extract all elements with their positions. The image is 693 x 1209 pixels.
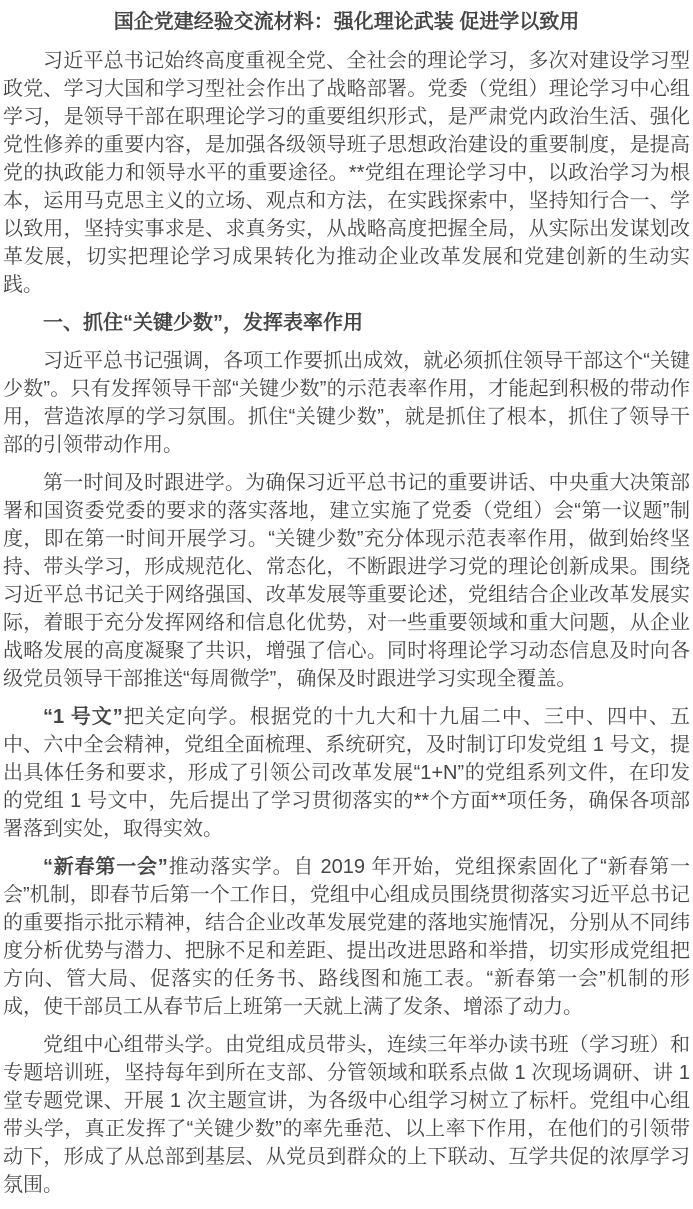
paragraph-no1-document-lead: “1 号文” (43, 706, 123, 728)
paragraph-key-minority (3, 347, 690, 459)
paragraph-new-spring-meeting-lead: “新春第一会” (43, 856, 168, 878)
paragraph-central-group (3, 1031, 690, 1199)
paragraph-no1-document (3, 703, 690, 843)
section-heading-one: 一、抓住“关键少数”，发挥表率作用 (43, 312, 363, 334)
paragraph-intro (3, 47, 690, 299)
paragraph-intro-text: 习近平总书记始终高度重视全党、全社会的理论学习，多次对建设学习型政党、学习大国和学习型社会作出了战略部署。党委（党组）理论学习中心组学习，是领导干部在职理论学习的重要组织形式，是严肃党内政治生活、强化党性修养的重要内容，是加强各级领导班子思想政治建设的重要制度，是提高党的执政能力和领导水平的重要途径。**党组在理论学习中，以政治学习为根本，运用马克思主义的立场、观点和方法，在实践探索中，坚持知行合一、学以致用，坚持实事求是、求真务实，从战略高度把握全局，从实际出发谋划改革发展，切实把理论学习成果转化为推动企业改革发展和党建创新的生动实践。 (3, 50, 690, 296)
paragraph-no1-document-text: 把关定向学。根据党的十九大和十九届二中、三中、四中、五中、六中全会精神，党组全面梳理、系统研究，及时制订印发党组 1 号文，提出具体任务和要求，形成了引领公司改革发展“1+N”的党组系列文件，在印发的党组 1 号文中，先后提出了学习贯彻落实的**个方面**项任务，确保各项部署落到实处，取得实效。 (3, 706, 690, 840)
paragraph-new-spring-meeting (3, 853, 690, 1021)
paragraph-key-minority-text: 习近平总书记强调，各项工作要抓出成效，就必须抓住领导干部这个“关键少数”。只有发挥领导干部“关键少数”的示范表率作用，才能起到积极的带动作用，营造浓厚的学习氛围。抓住“关键少数”，就是抓住了根本，抓住了领导干部的引领带动作用。 (3, 350, 690, 456)
document-title: 国企党建经验交流材料：强化理论武装 促进学以致用 (113, 11, 580, 33)
paragraph-new-spring-meeting-text: 推动落实学。自 2019 年开始，党组探索固化了“新春第一会”机制，即春节后第一个工作日，党组中心组成员围绕贯彻落实习近平总书记的重要指示批示精神，结合企业改革发展党建的落地实施情况，分别从不同纬度分析优势与潜力、把脉不足和差距、提出改进思路和举措，切实形成党组把方向、管大局、促落实的任务书、路线图和施工表。“新春第一会”机制的形成，使干部员工从春节后上班第一天就上满了发条、增添了动力。 (3, 856, 691, 1018)
paragraph-follow-up-learning (3, 469, 690, 693)
paragraph-central-group-text: 党组中心组带头学。由党组成员带头，连续三年举办读书班（学习班）和专题培训班，坚持每年到所在支部、分管领域和联系点做 1 次现场调研、讲 1 堂专题党课、开展 1 次主题宣讲，为各级中心组学习树立了标杆。党组中心组带头学，真正发挥了“关键少数”的率先垂范、以上率下作用，在他们的引领带动下，形成了从总部到基层、从党员到群众的上下联动、互学共促的浓厚学习氛围。 (3, 1034, 690, 1196)
paragraph-follow-up-learning-text: 第一时间及时跟进学。为确保习近平总书记的重要讲话、中央重大决策部署和国资委党委的要求的落实落地，建立实施了党委（党组）会“第一议题”制度，即在第一时间开展学习。“关键少数”充分体现示范表率作用，做到始终坚持、带头学习，形成规范化、常态化，不断跟进学习党的理论创新成果。围绕习近平总书记关于网络强国、改革发展等重要论述，党组结合企业改革发展实际，着眼于充分发挥网络和信息化优势，对一些重要领域和重大问题，从企业战略发展的高度凝聚了共识，增强了信心。同时将理论学习动态信息及时向各级党员领导干部推送“每周微学”，确保及时跟进学习实现全覆盖。 (3, 472, 690, 690)
